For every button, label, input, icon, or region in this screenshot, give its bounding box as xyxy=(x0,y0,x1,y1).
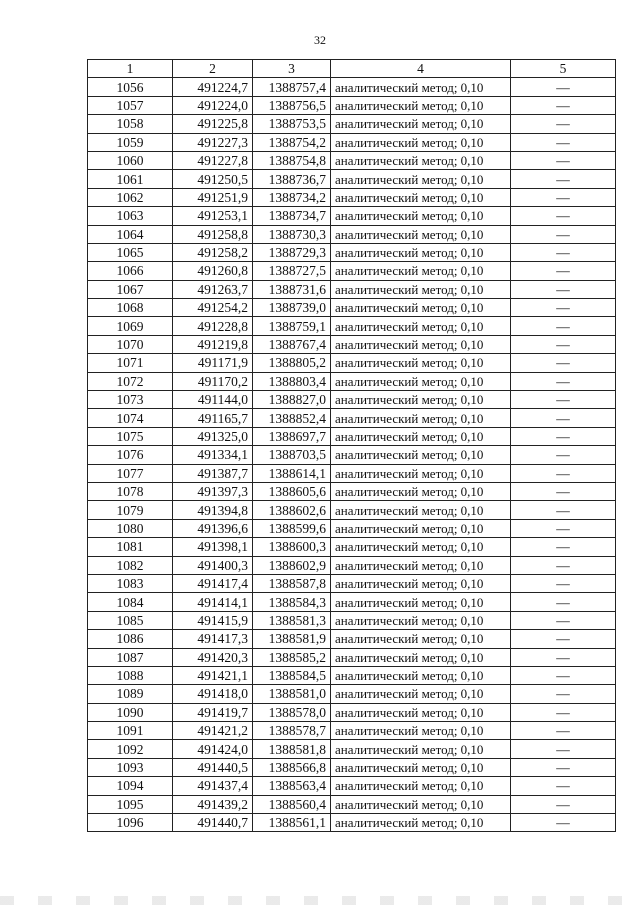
note-cell: — xyxy=(511,538,616,556)
note-cell: — xyxy=(511,262,616,280)
method-cell: аналитический метод; 0,10 xyxy=(331,795,511,813)
table-row xyxy=(88,317,616,335)
point-number-cell: 1085 xyxy=(88,611,173,629)
x-coordinate-cell: 491144,0 xyxy=(173,391,253,409)
x-coordinate-cell: 491251,9 xyxy=(173,188,253,206)
note-cell: — xyxy=(511,501,616,519)
point-number-cell: 1078 xyxy=(88,482,173,500)
x-coordinate-cell: 491421,1 xyxy=(173,666,253,684)
method-cell: аналитический метод; 0,10 xyxy=(331,188,511,206)
table-row xyxy=(88,556,616,574)
table-row xyxy=(88,685,616,703)
note-cell: — xyxy=(511,409,616,427)
x-coordinate-cell: 491397,3 xyxy=(173,482,253,500)
method-cell: аналитический метод; 0,10 xyxy=(331,538,511,556)
method-cell: аналитический метод; 0,10 xyxy=(331,482,511,500)
x-coordinate-cell: 491228,8 xyxy=(173,317,253,335)
method-cell: аналитический метод; 0,10 xyxy=(331,740,511,758)
y-coordinate-cell: 1388759,1 xyxy=(253,317,331,335)
point-number-cell: 1066 xyxy=(88,262,173,280)
y-coordinate-cell: 1388614,1 xyxy=(253,464,331,482)
x-coordinate-cell: 491398,1 xyxy=(173,538,253,556)
method-cell: аналитический метод; 0,10 xyxy=(331,722,511,740)
point-number-cell: 1073 xyxy=(88,391,173,409)
note-cell: — xyxy=(511,335,616,353)
x-coordinate-cell: 491437,4 xyxy=(173,777,253,795)
table-row xyxy=(88,225,616,243)
note-cell: — xyxy=(511,427,616,445)
y-coordinate-cell: 1388578,0 xyxy=(253,703,331,721)
note-cell: — xyxy=(511,243,616,261)
method-cell: аналитический метод; 0,10 xyxy=(331,409,511,427)
point-number-cell: 1083 xyxy=(88,574,173,592)
table-row xyxy=(88,243,616,261)
method-cell: аналитический метод; 0,10 xyxy=(331,225,511,243)
note-cell: — xyxy=(511,556,616,574)
table-row xyxy=(88,814,616,832)
method-cell: аналитический метод; 0,10 xyxy=(331,354,511,372)
y-coordinate-cell: 1388602,6 xyxy=(253,501,331,519)
y-coordinate-cell: 1388727,5 xyxy=(253,262,331,280)
note-cell: — xyxy=(511,777,616,795)
table-row xyxy=(88,446,616,464)
x-coordinate-cell: 491253,1 xyxy=(173,207,253,225)
x-coordinate-cell: 491440,5 xyxy=(173,758,253,776)
y-coordinate-cell: 1388697,7 xyxy=(253,427,331,445)
y-coordinate-cell: 1388581,0 xyxy=(253,685,331,703)
method-cell: аналитический метод; 0,10 xyxy=(331,758,511,776)
x-coordinate-cell: 491396,6 xyxy=(173,519,253,537)
method-cell: аналитический метод; 0,10 xyxy=(331,280,511,298)
y-coordinate-cell: 1388767,4 xyxy=(253,335,331,353)
table-row xyxy=(88,96,616,114)
x-coordinate-cell: 491254,2 xyxy=(173,299,253,317)
note-cell: — xyxy=(511,225,616,243)
table-row xyxy=(88,354,616,372)
x-coordinate-cell: 491227,8 xyxy=(173,151,253,169)
method-cell: аналитический метод; 0,10 xyxy=(331,96,511,114)
note-cell: — xyxy=(511,685,616,703)
x-coordinate-cell: 491440,7 xyxy=(173,814,253,832)
x-coordinate-cell: 491419,7 xyxy=(173,703,253,721)
y-coordinate-cell: 1388581,3 xyxy=(253,611,331,629)
y-coordinate-cell: 1388560,4 xyxy=(253,795,331,813)
table-row xyxy=(88,703,616,721)
point-number-cell: 1093 xyxy=(88,758,173,776)
note-cell: — xyxy=(511,740,616,758)
method-cell: аналитический метод; 0,10 xyxy=(331,317,511,335)
note-cell: — xyxy=(511,758,616,776)
y-coordinate-cell: 1388587,8 xyxy=(253,574,331,592)
header-col-5: 5 xyxy=(511,60,616,78)
method-cell: аналитический метод; 0,10 xyxy=(331,335,511,353)
x-coordinate-cell: 491224,0 xyxy=(173,96,253,114)
note-cell: — xyxy=(511,391,616,409)
point-number-cell: 1089 xyxy=(88,685,173,703)
point-number-cell: 1062 xyxy=(88,188,173,206)
x-coordinate-cell: 491418,0 xyxy=(173,685,253,703)
point-number-cell: 1079 xyxy=(88,501,173,519)
header-col-1: 1 xyxy=(88,60,173,78)
x-coordinate-cell: 491417,4 xyxy=(173,574,253,592)
scan-edge-strip xyxy=(0,896,640,905)
note-cell: — xyxy=(511,703,616,721)
y-coordinate-cell: 1388585,2 xyxy=(253,648,331,666)
method-cell: аналитический метод; 0,10 xyxy=(331,262,511,280)
y-coordinate-cell: 1388757,4 xyxy=(253,78,331,96)
table-row xyxy=(88,335,616,353)
point-number-cell: 1072 xyxy=(88,372,173,390)
point-number-cell: 1067 xyxy=(88,280,173,298)
note-cell: — xyxy=(511,133,616,151)
x-coordinate-cell: 491250,5 xyxy=(173,170,253,188)
method-cell: аналитический метод; 0,10 xyxy=(331,372,511,390)
point-number-cell: 1076 xyxy=(88,446,173,464)
table-row xyxy=(88,280,616,298)
note-cell: — xyxy=(511,188,616,206)
method-cell: аналитический метод; 0,10 xyxy=(331,207,511,225)
note-cell: — xyxy=(511,464,616,482)
x-coordinate-cell: 491227,3 xyxy=(173,133,253,151)
note-cell: — xyxy=(511,207,616,225)
point-number-cell: 1056 xyxy=(88,78,173,96)
note-cell: — xyxy=(511,574,616,592)
table-row xyxy=(88,611,616,629)
table-row xyxy=(88,519,616,537)
point-number-cell: 1094 xyxy=(88,777,173,795)
table-row xyxy=(88,427,616,445)
table-row xyxy=(88,115,616,133)
note-cell: — xyxy=(511,354,616,372)
method-cell: аналитический метод; 0,10 xyxy=(331,666,511,684)
x-coordinate-cell: 491225,8 xyxy=(173,115,253,133)
method-cell: аналитический метод; 0,10 xyxy=(331,685,511,703)
table-row xyxy=(88,207,616,225)
point-number-cell: 1058 xyxy=(88,115,173,133)
point-number-cell: 1084 xyxy=(88,593,173,611)
note-cell: — xyxy=(511,78,616,96)
point-number-cell: 1074 xyxy=(88,409,173,427)
y-coordinate-cell: 1388605,6 xyxy=(253,482,331,500)
y-coordinate-cell: 1388754,8 xyxy=(253,151,331,169)
note-cell: — xyxy=(511,115,616,133)
y-coordinate-cell: 1388852,4 xyxy=(253,409,331,427)
method-cell: аналитический метод; 0,10 xyxy=(331,814,511,832)
point-number-cell: 1068 xyxy=(88,299,173,317)
y-coordinate-cell: 1388734,7 xyxy=(253,207,331,225)
x-coordinate-cell: 491170,2 xyxy=(173,372,253,390)
table-row xyxy=(88,188,616,206)
y-coordinate-cell: 1388730,3 xyxy=(253,225,331,243)
note-cell: — xyxy=(511,482,616,500)
method-cell: аналитический метод; 0,10 xyxy=(331,501,511,519)
header-col-4: 4 xyxy=(331,60,511,78)
table-row xyxy=(88,648,616,666)
page-number: 32 xyxy=(314,33,326,47)
x-coordinate-cell: 491260,8 xyxy=(173,262,253,280)
method-cell: аналитический метод; 0,10 xyxy=(331,464,511,482)
x-coordinate-cell: 491421,2 xyxy=(173,722,253,740)
method-cell: аналитический метод; 0,10 xyxy=(331,133,511,151)
method-cell: аналитический метод; 0,10 xyxy=(331,115,511,133)
method-cell: аналитический метод; 0,10 xyxy=(331,299,511,317)
point-number-cell: 1071 xyxy=(88,354,173,372)
point-number-cell: 1092 xyxy=(88,740,173,758)
table-row xyxy=(88,593,616,611)
method-cell: аналитический метод; 0,10 xyxy=(331,170,511,188)
x-coordinate-cell: 491224,7 xyxy=(173,78,253,96)
note-cell: — xyxy=(511,648,616,666)
point-number-cell: 1082 xyxy=(88,556,173,574)
point-number-cell: 1061 xyxy=(88,170,173,188)
table-row xyxy=(88,740,616,758)
table-row xyxy=(88,170,616,188)
y-coordinate-cell: 1388703,5 xyxy=(253,446,331,464)
x-coordinate-cell: 491387,7 xyxy=(173,464,253,482)
method-cell: аналитический метод; 0,10 xyxy=(331,78,511,96)
y-coordinate-cell: 1388753,5 xyxy=(253,115,331,133)
y-coordinate-cell: 1388827,0 xyxy=(253,391,331,409)
x-coordinate-cell: 491263,7 xyxy=(173,280,253,298)
point-number-cell: 1095 xyxy=(88,795,173,813)
point-number-cell: 1088 xyxy=(88,666,173,684)
method-cell: аналитический метод; 0,10 xyxy=(331,648,511,666)
method-cell: аналитический метод; 0,10 xyxy=(331,593,511,611)
y-coordinate-cell: 1388599,6 xyxy=(253,519,331,537)
x-coordinate-cell: 491258,2 xyxy=(173,243,253,261)
method-cell: аналитический метод; 0,10 xyxy=(331,611,511,629)
y-coordinate-cell: 1388602,9 xyxy=(253,556,331,574)
note-cell: — xyxy=(511,814,616,832)
table-row xyxy=(88,795,616,813)
y-coordinate-cell: 1388581,8 xyxy=(253,740,331,758)
method-cell: аналитический метод; 0,10 xyxy=(331,391,511,409)
note-cell: — xyxy=(511,170,616,188)
y-coordinate-cell: 1388563,4 xyxy=(253,777,331,795)
y-coordinate-cell: 1388734,2 xyxy=(253,188,331,206)
point-number-cell: 1060 xyxy=(88,151,173,169)
x-coordinate-cell: 491415,9 xyxy=(173,611,253,629)
y-coordinate-cell: 1388803,4 xyxy=(253,372,331,390)
table-row xyxy=(88,758,616,776)
y-coordinate-cell: 1388584,3 xyxy=(253,593,331,611)
point-number-cell: 1059 xyxy=(88,133,173,151)
method-cell: аналитический метод; 0,10 xyxy=(331,243,511,261)
note-cell: — xyxy=(511,317,616,335)
x-coordinate-cell: 491219,8 xyxy=(173,335,253,353)
table-row xyxy=(88,538,616,556)
point-number-cell: 1080 xyxy=(88,519,173,537)
y-coordinate-cell: 1388756,5 xyxy=(253,96,331,114)
x-coordinate-cell: 491424,0 xyxy=(173,740,253,758)
header-col-3: 3 xyxy=(253,60,331,78)
table-row xyxy=(88,78,616,96)
table-row xyxy=(88,482,616,500)
method-cell: аналитический метод; 0,10 xyxy=(331,427,511,445)
y-coordinate-cell: 1388739,0 xyxy=(253,299,331,317)
x-coordinate-cell: 491400,3 xyxy=(173,556,253,574)
x-coordinate-cell: 491171,9 xyxy=(173,354,253,372)
x-coordinate-cell: 491165,7 xyxy=(173,409,253,427)
x-coordinate-cell: 491394,8 xyxy=(173,501,253,519)
header-row xyxy=(88,60,616,78)
point-number-cell: 1075 xyxy=(88,427,173,445)
table-row xyxy=(88,133,616,151)
note-cell: — xyxy=(511,611,616,629)
y-coordinate-cell: 1388581,9 xyxy=(253,630,331,648)
y-coordinate-cell: 1388561,1 xyxy=(253,814,331,832)
y-coordinate-cell: 1388754,2 xyxy=(253,133,331,151)
y-coordinate-cell: 1388736,7 xyxy=(253,170,331,188)
note-cell: — xyxy=(511,96,616,114)
y-coordinate-cell: 1388600,3 xyxy=(253,538,331,556)
y-coordinate-cell: 1388731,6 xyxy=(253,280,331,298)
point-number-cell: 1077 xyxy=(88,464,173,482)
coordinates-table xyxy=(87,59,616,832)
table-row xyxy=(88,722,616,740)
x-coordinate-cell: 491258,8 xyxy=(173,225,253,243)
x-coordinate-cell: 491417,3 xyxy=(173,630,253,648)
y-coordinate-cell: 1388805,2 xyxy=(253,354,331,372)
x-coordinate-cell: 491414,1 xyxy=(173,593,253,611)
note-cell: — xyxy=(511,519,616,537)
x-coordinate-cell: 491439,2 xyxy=(173,795,253,813)
table-row xyxy=(88,630,616,648)
table-body xyxy=(88,78,616,832)
method-cell: аналитический метод; 0,10 xyxy=(331,556,511,574)
point-number-cell: 1057 xyxy=(88,96,173,114)
note-cell: — xyxy=(511,299,616,317)
point-number-cell: 1091 xyxy=(88,722,173,740)
method-cell: аналитический метод; 0,10 xyxy=(331,151,511,169)
method-cell: аналитический метод; 0,10 xyxy=(331,777,511,795)
x-coordinate-cell: 491420,3 xyxy=(173,648,253,666)
y-coordinate-cell: 1388578,7 xyxy=(253,722,331,740)
x-coordinate-cell: 491334,1 xyxy=(173,446,253,464)
y-coordinate-cell: 1388729,3 xyxy=(253,243,331,261)
header-col-2: 2 xyxy=(173,60,253,78)
note-cell: — xyxy=(511,446,616,464)
point-number-cell: 1064 xyxy=(88,225,173,243)
point-number-cell: 1063 xyxy=(88,207,173,225)
method-cell: аналитический метод; 0,10 xyxy=(331,446,511,464)
point-number-cell: 1070 xyxy=(88,335,173,353)
table-row xyxy=(88,574,616,592)
point-number-cell: 1087 xyxy=(88,648,173,666)
method-cell: аналитический метод; 0,10 xyxy=(331,630,511,648)
table-row xyxy=(88,372,616,390)
y-coordinate-cell: 1388566,8 xyxy=(253,758,331,776)
table-row xyxy=(88,299,616,317)
note-cell: — xyxy=(511,630,616,648)
note-cell: — xyxy=(511,666,616,684)
point-number-cell: 1086 xyxy=(88,630,173,648)
point-number-cell: 1081 xyxy=(88,538,173,556)
table-row xyxy=(88,409,616,427)
note-cell: — xyxy=(511,280,616,298)
x-coordinate-cell: 491325,0 xyxy=(173,427,253,445)
method-cell: аналитический метод; 0,10 xyxy=(331,574,511,592)
method-cell: аналитический метод; 0,10 xyxy=(331,519,511,537)
point-number-cell: 1096 xyxy=(88,814,173,832)
note-cell: — xyxy=(511,372,616,390)
note-cell: — xyxy=(511,593,616,611)
point-number-cell: 1069 xyxy=(88,317,173,335)
note-cell: — xyxy=(511,151,616,169)
y-coordinate-cell: 1388584,5 xyxy=(253,666,331,684)
table-row xyxy=(88,666,616,684)
table-row xyxy=(88,262,616,280)
table-row xyxy=(88,501,616,519)
note-cell: — xyxy=(511,722,616,740)
table-row xyxy=(88,464,616,482)
table-row xyxy=(88,151,616,169)
table-row xyxy=(88,391,616,409)
method-cell: аналитический метод; 0,10 xyxy=(331,703,511,721)
table-row xyxy=(88,777,616,795)
point-number-cell: 1090 xyxy=(88,703,173,721)
note-cell: — xyxy=(511,795,616,813)
point-number-cell: 1065 xyxy=(88,243,173,261)
